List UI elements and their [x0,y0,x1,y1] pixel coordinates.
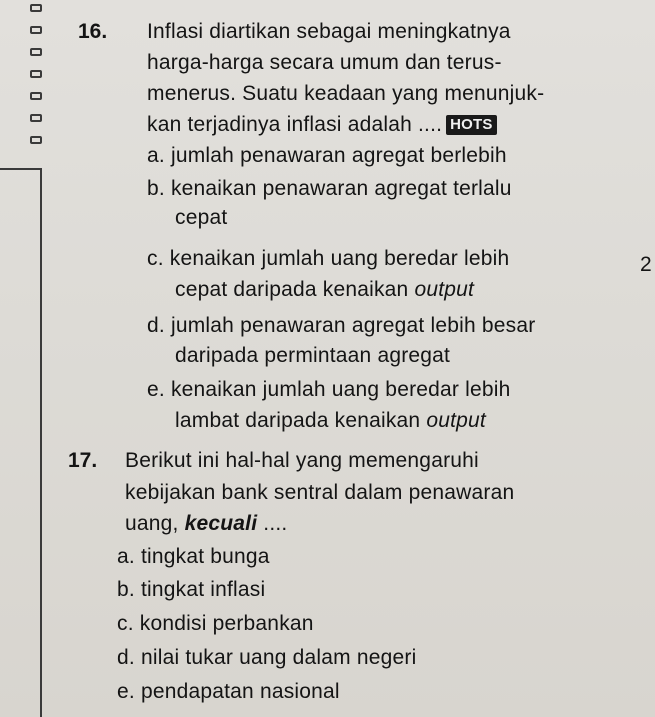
question-number: 16. [78,20,108,43]
option-e[interactable] [117,677,340,706]
option-text: cepat daripada kenaikan [175,278,409,301]
option-text: tingkat inflasi [140,578,266,601]
binding-ring [30,4,42,12]
option-b[interactable] [117,575,265,604]
option-letter: b. [117,578,135,601]
italic-term: output [426,409,486,432]
stem-text: uang, [125,512,179,535]
option-e[interactable] [147,375,511,404]
stem-text: kan terjadinya inflasi adalah .... [147,113,443,136]
binding-ring [30,136,42,144]
binding-divider [0,168,42,170]
option-text: tingkat bunga [140,545,270,568]
option-letter: c. [147,247,164,270]
option-c-continued [175,275,474,304]
option-a[interactable] [117,542,270,571]
option-text: jumlah penawaran agregat lebih besar [170,314,536,337]
binding-ring [30,48,42,56]
option-text: kenaikan jumlah uang beredar lebih [169,247,510,270]
question-number: 17. [68,449,98,472]
question-stem-line [125,509,287,538]
option-letter: b. [147,177,165,200]
italic-term: output [414,278,475,301]
binding-ring [30,70,42,78]
option-text: kenaikan jumlah uang beredar lebih [170,378,511,401]
option-text: jumlah penawaran agregat berlebih [170,144,507,167]
option-b[interactable] [147,174,512,203]
question-stem-line: Inflasi diartikan sebagai meningkatnya [147,20,511,43]
option-text: kenaikan penawaran agregat terlalu [170,177,512,200]
binding-margin [0,0,46,717]
option-letter: e. [147,378,165,401]
option-e-continued [175,406,486,435]
option-b-continued: cepat [175,206,228,229]
option-letter: a. [117,545,135,568]
option-letter: a. [147,144,165,167]
binding-ring [30,114,42,122]
question-stem-line [147,110,497,139]
question-stem-line: kebijakan bank sentral dalam penawaran [125,481,515,504]
option-letter: e. [117,680,135,703]
option-d[interactable] [147,311,535,340]
option-d-continued: daripada permintaan agregat [175,344,451,367]
option-text: pendapatan nasional [140,680,340,703]
ellipsis: .... [263,512,288,535]
margin-rule [40,168,42,717]
option-letter: d. [117,646,135,669]
option-text: nilai tukar uang dalam negeri [140,646,417,669]
binding-ring [30,26,42,34]
option-letter: d. [147,314,165,337]
emphasis-word: kecuali [184,512,258,535]
question-stem-line: Berikut ini hal-hal yang memengaruhi [125,449,479,472]
option-a[interactable] [147,141,507,170]
question-stem-line: harga-harga secara umum dan terus- [147,51,502,74]
option-letter: c. [117,612,134,635]
option-c[interactable] [147,244,509,273]
binding-ring [30,92,42,100]
question-stem-line: menerus. Suatu keadaan yang menunjuk- [147,82,545,105]
option-c[interactable] [117,609,314,638]
option-d[interactable] [117,643,416,672]
option-text: kondisi perbankan [139,612,314,635]
option-text: lambat daripada kenaikan [175,409,421,432]
hots-badge: HOTS [446,115,496,135]
margin-fragment: 2 [640,253,652,276]
